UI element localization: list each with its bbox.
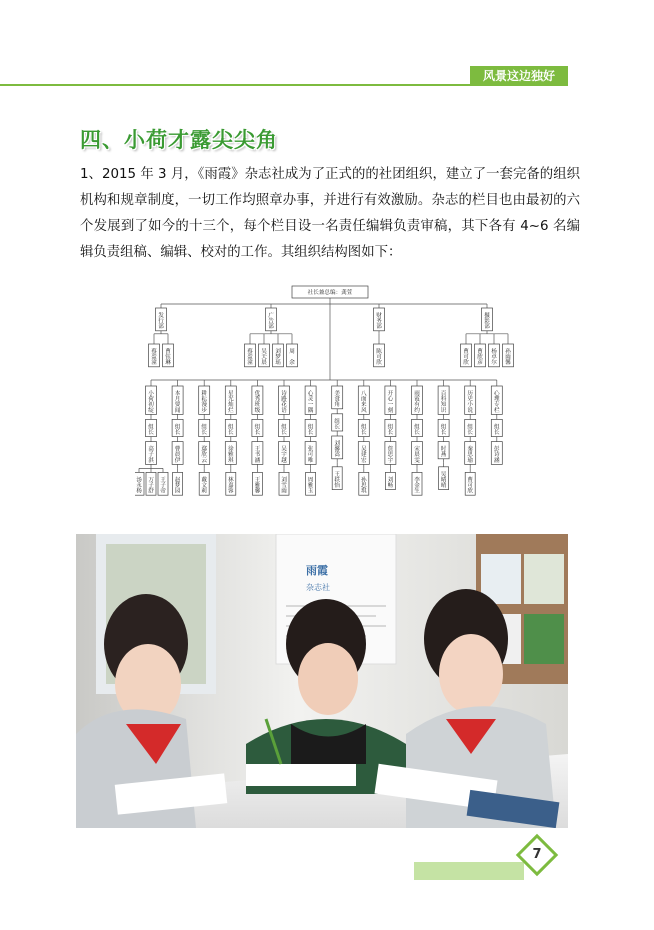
- page-number-badge: [522, 840, 556, 874]
- org-node-label: 曹欣彦: [477, 349, 483, 367]
- org-column-member: [412, 472, 422, 495]
- org-column-4: [252, 386, 263, 414]
- org-column-member: [135, 472, 144, 495]
- org-node-label: 吴天晨: [261, 349, 267, 367]
- org-column-leader-title: [199, 419, 210, 436]
- org-node-label: 王书涵: [254, 446, 261, 464]
- org-node-label: 高子淇: [148, 446, 154, 464]
- org-node-label: 万子舒: [148, 477, 154, 495]
- org-node-label: 诗路花语: [281, 391, 287, 414]
- org-column-leader: [332, 436, 343, 459]
- org-node-label: 王轶怡: [334, 471, 341, 489]
- svg-text:雨霞: 雨霞: [306, 564, 328, 577]
- org-node-label: 组长: [440, 424, 447, 436]
- org-node-label: 宋晨雯: [414, 446, 420, 464]
- org-node-label: 组长: [148, 424, 154, 436]
- org-dept-member: [163, 344, 174, 367]
- org-node-label: 孙雨馨: [505, 349, 511, 367]
- students-photo: [76, 534, 568, 828]
- org-node-label: 曹晨伊: [174, 446, 181, 464]
- org-node-label: 心灵一隅: [307, 391, 314, 414]
- org-root: [292, 286, 368, 298]
- header-rule: [0, 84, 545, 86]
- org-column-member: [226, 472, 236, 495]
- org-column-leader: [305, 442, 316, 465]
- org-column-member: [279, 472, 289, 495]
- org-node-label: 詹思宇: [387, 446, 394, 464]
- org-dept-member: [149, 344, 160, 367]
- org-column-leader-title: [279, 419, 290, 436]
- org-column-13: [491, 386, 502, 414]
- org-node-label: 财务部: [376, 313, 382, 331]
- org-column-11: [438, 386, 449, 414]
- section-title: 四、小荷才露尖尖角: [80, 128, 278, 152]
- org-node-label: 广告部: [268, 313, 274, 331]
- org-node-label: 耕耘漫步: [201, 391, 208, 414]
- org-node-label: 曹可欣: [463, 349, 469, 367]
- org-column-leader: [146, 442, 157, 465]
- org-column-member: [173, 472, 183, 495]
- org-column-leader-title: [358, 419, 369, 436]
- org-node-label: 周 余: [289, 349, 295, 367]
- org-column-leader-title: [465, 419, 476, 436]
- org-node-label: 秦思瑜: [467, 446, 474, 464]
- org-dept-member: [489, 344, 500, 367]
- org-column-leader-title: [146, 419, 157, 436]
- org-node-label: 孙思琪: [360, 477, 367, 495]
- org-column-leader: [412, 442, 423, 465]
- org-node-label: 组长: [387, 424, 394, 436]
- org-column-12: [465, 386, 476, 414]
- org-node-label: 百科知识: [440, 391, 447, 414]
- org-column-leader-title: [225, 419, 236, 436]
- org-dept-member: [461, 344, 472, 367]
- org-column-leader: [438, 442, 449, 459]
- org-column-member: [252, 472, 262, 495]
- org-node-label: 刘雪雨: [281, 477, 287, 495]
- org-node-label: 王雅馨: [254, 477, 261, 495]
- org-node-label: 蔡盈潼: [151, 349, 157, 367]
- org-column-leader-title: [252, 419, 263, 436]
- org-dept-member: [503, 344, 514, 367]
- org-column-member: [439, 467, 449, 490]
- org-node-label: 小荷初绽: [148, 391, 154, 414]
- org-column-leader-title: [412, 419, 423, 436]
- org-node-label: 刘梦瑶: [275, 349, 281, 367]
- org-column-leader: [358, 442, 369, 465]
- org-dept-member: [259, 344, 270, 367]
- org-column-member: [306, 472, 316, 495]
- org-column-leader: [225, 442, 236, 465]
- header-tag: 风景这边独好: [470, 66, 568, 86]
- org-node-label: 组长: [493, 424, 500, 436]
- org-node-label: 八面来风: [360, 391, 367, 414]
- org-dept-member: [475, 344, 486, 367]
- org-column-member: [199, 472, 209, 495]
- org-node-label: 历史小说: [467, 391, 474, 414]
- org-column-leader-title: [438, 419, 449, 436]
- org-column-leader: [279, 442, 290, 465]
- org-node-label: 组长: [201, 424, 208, 436]
- org-column-leader-title: [491, 419, 502, 436]
- footer-bar: [414, 862, 524, 880]
- org-node-label: 雨霞有约: [414, 391, 420, 414]
- org-node-label: 美食角: [334, 391, 341, 409]
- org-column-member: [385, 472, 395, 489]
- org-node-label: 吴晴晴: [440, 471, 447, 489]
- org-column-1: [172, 386, 183, 414]
- org-node-label: 汤永杨: [136, 477, 142, 495]
- org-node-label: 组长: [334, 418, 341, 431]
- org-column-7: [332, 386, 343, 409]
- org-column-member: [146, 472, 156, 495]
- org-node-label: 组长: [254, 424, 261, 436]
- org-dept-member: [245, 344, 256, 367]
- org-node-label: 组长: [307, 424, 314, 436]
- org-node-label: 摄影部: [484, 313, 490, 331]
- org-column-leader-title: [385, 419, 396, 436]
- org-column-6: [305, 386, 316, 414]
- org-node-label: 杨卓尔: [491, 349, 497, 367]
- org-dept-member: [287, 344, 298, 367]
- org-column-leader-title: [305, 419, 316, 436]
- org-dept-2: [374, 308, 385, 331]
- org-node-label: 组长: [227, 424, 234, 436]
- org-node-label: 戴文莉: [201, 477, 208, 495]
- org-node-label: 彭诗涵: [493, 446, 500, 464]
- org-column-2: [199, 386, 210, 414]
- org-root-label: 社长兼总编：龚萱: [307, 290, 353, 296]
- org-column-leader: [252, 442, 263, 465]
- org-chart: [135, 284, 525, 512]
- body-paragraph: 1、2015 年 3 月，《雨霞》杂志社成为了正式的的社团组织，建立了一套完备的组织机构和规章制度，一切工作均照章办事，并进行有效激励。杂志的栏目也由最初的六个发展到了如今的十三个，每个栏目设一名责任编辑负责审稿，其下各有 4~6 名编辑负责组稿、编辑、校对的工作。其组织结构图如下：: [80, 167, 580, 260]
- org-node-label: 蔡盈潼: [247, 349, 253, 367]
- org-column-leader: [465, 442, 476, 465]
- org-node-label: 组长: [174, 424, 181, 436]
- org-column-leader: [172, 442, 183, 465]
- org-column-leader: [385, 442, 396, 465]
- org-node-label: 曹可欣: [467, 477, 474, 495]
- org-node-label: 组长: [467, 424, 474, 436]
- org-node-label: 组长: [414, 424, 420, 436]
- org-dept-member: [273, 344, 284, 367]
- org-node-label: 本月要闻: [174, 391, 181, 414]
- org-node-label: 张可唯: [307, 446, 314, 464]
- org-node-label: 开心一刻: [387, 391, 394, 414]
- org-node-label: 陈可欣: [376, 349, 382, 367]
- org-column-member: [158, 472, 168, 495]
- page-number: 7: [532, 847, 542, 862]
- org-column-8: [358, 386, 369, 414]
- org-node-label: 鄢欣云: [201, 446, 208, 464]
- org-column-0: [146, 386, 157, 414]
- org-node-label: 组长: [360, 424, 367, 436]
- org-column-9: [385, 386, 396, 414]
- org-node-label: 林嘉蓉: [227, 477, 234, 495]
- org-node-label: 徐雅琪: [227, 446, 234, 464]
- org-node-label: 王子帝: [160, 477, 166, 495]
- org-column-5: [279, 386, 290, 414]
- org-node-label: 李金生: [414, 477, 420, 495]
- org-column-10: [412, 386, 423, 414]
- org-node-label: 时燕: [440, 446, 447, 459]
- org-column-member: [465, 472, 475, 495]
- org-column-leader: [491, 442, 502, 465]
- org-node-label: 曹钰琳: [165, 349, 171, 367]
- org-dept-3: [482, 308, 493, 331]
- org-dept-member: [374, 344, 385, 367]
- svg-text:杂志社: 杂志社: [306, 583, 330, 592]
- org-node-label: 星光灿烂: [227, 391, 234, 414]
- org-node-label: 发行部: [158, 313, 164, 331]
- org-node-label: 吴宇越: [281, 446, 287, 464]
- org-column-leader-title: [172, 419, 183, 436]
- org-dept-1: [266, 308, 277, 331]
- org-column-leader: [199, 442, 210, 465]
- org-node-label: 优秀班级: [254, 391, 261, 414]
- org-node-label: 刘畅: [387, 477, 394, 489]
- org-column-member: [359, 472, 369, 495]
- org-node-label: 周雅玉: [307, 477, 314, 495]
- org-dept-0: [156, 308, 167, 331]
- org-column-3: [225, 386, 236, 414]
- org-node-label: 刘馨嵩: [334, 441, 341, 459]
- org-column-leader-title: [332, 414, 343, 431]
- org-node-label: 吴建宏: [360, 446, 367, 464]
- org-node-label: 心理专栏: [493, 391, 500, 414]
- org-node-label: 组长: [281, 424, 287, 436]
- org-column-member: [332, 467, 342, 490]
- org-node-label: 赵梦园: [174, 477, 181, 495]
